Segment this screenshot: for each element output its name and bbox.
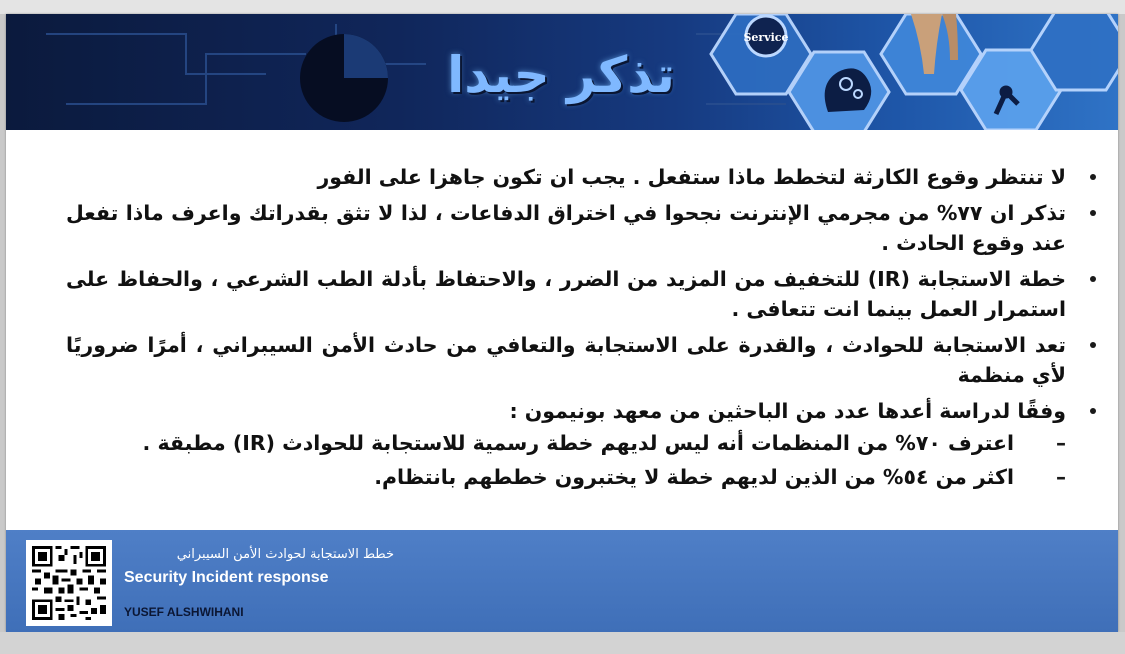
gear-label: Service	[743, 31, 789, 44]
footer-author: YUSEF ALSHWIHANI	[124, 605, 244, 619]
bullet-dot-icon	[1090, 174, 1096, 180]
sub-bullet-item	[66, 428, 1066, 458]
bullet-content	[66, 162, 1066, 498]
sub-bullet-list	[66, 428, 1066, 492]
bullet-text: وفقًا لدراسة أعدها عدد من الباحثين من معهد بونيمون :	[509, 399, 1066, 423]
sub-bullet-text: اعترف ٧٠% من المنظمات أنه ليس لديهم خطة رسمية للاستجابة للحوادث (IR) مطبقة .	[142, 431, 1014, 455]
dash-icon: –	[1056, 431, 1066, 455]
bullet-item	[66, 330, 1066, 390]
bullet-item	[66, 264, 1066, 324]
bullet-text: تذكر ان ٧٧% من مجرمي الإنترنت نجحوا في اختراق الدفاعات ، لذا لا تثق بقدراتك واعرف ماذا تفعل عند وقوع الحادث .	[66, 201, 1067, 255]
gear-icon	[743, 16, 788, 56]
presentation-slide	[6, 14, 1118, 632]
bullet-text: تعد الاستجابة للحوادث ، والقدرة على الاستجابة والتعافي من حادث الأمن السيبراني ، أمرًا ضروريًا لأي منظمة	[66, 333, 1066, 387]
top-strip	[0, 0, 1125, 14]
sub-bullet-item	[66, 462, 1066, 492]
footer-english-title: Security Incident response	[124, 569, 329, 586]
bullet-dot-icon	[1090, 276, 1096, 282]
footer	[6, 530, 1118, 632]
bullet-list	[66, 162, 1066, 492]
bullet-text: خطة الاستجابة (IR) للتخفيف من المزيد من الضرر ، والاحتفاظ بأدلة الطب الشرعي ، والحفاظ على استمرار العمل بينما انت تتعافى .	[66, 267, 1066, 321]
dash-icon: –	[1056, 465, 1066, 489]
bottom-strip	[0, 632, 1125, 654]
sub-bullet-text: اكثر من ٥٤% من الذين لديهم خطة لا يختبرون خططهم بانتظام.	[374, 465, 1014, 489]
bullet-text: لا تنتظر وقوع الكارثة لتخطط ماذا ستفعل . يجب ان تكون جاهزا على الفور	[317, 165, 1066, 189]
pie-chart-icon	[300, 34, 388, 122]
qr-code	[26, 540, 112, 626]
banner	[6, 14, 1118, 130]
bullet-dot-icon	[1090, 210, 1096, 216]
bullet-item	[66, 198, 1066, 258]
bullet-item	[66, 162, 1066, 192]
footer-arabic-title: خطط الاستجابة لحوادث الأمن السيبراني	[176, 547, 394, 562]
qr-code-icon	[32, 546, 106, 620]
bullet-item	[66, 396, 1066, 492]
banner-title: تذكر جيدا	[447, 46, 675, 104]
bullet-dot-icon	[1090, 408, 1096, 414]
bullet-dot-icon	[1090, 342, 1096, 348]
